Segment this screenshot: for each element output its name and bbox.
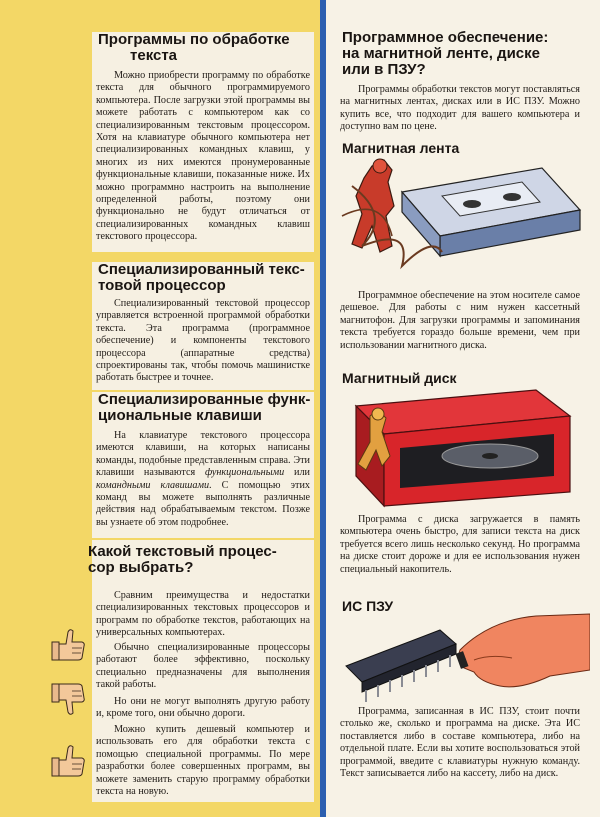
heading-rom-ic: ИС ПЗУ xyxy=(342,598,394,614)
section-dedicated-word-processor xyxy=(92,262,314,390)
text-compare: Сравним преимущества и недостатки специализированных текстовых процессоров и программ по обработке текстов, работающих на универсальных компьютерах. xyxy=(96,590,310,639)
text-word-processing-programs: Можно приобрести программу по обработке текста для обычного программируемого компьютера. После загрузки этой программы вы можете работать с компьютером как со специализированным текстовым процессором. Хотя на клавиатуре обычного компьютера нет специализированных командных клавиш, у многих из них имеются пронумерованные функциональные клавиши, показанные ниже. Их можно программно настроить на выполнение определенной работы, поэтому они функционально не будут отличаться от специализированных командных клавиш текстового процессора. xyxy=(96,70,310,243)
heading-magnetic-disk: Магнитный диск xyxy=(342,370,457,386)
thumb-up-icon-2 xyxy=(48,742,88,780)
cassette-illustration xyxy=(332,156,594,286)
thumb-up-icon xyxy=(48,626,88,664)
heading-word-processing-programs: Программы по обработке текста xyxy=(98,31,290,64)
text-software-media: Программы обработки текстов могут поставляться на магнитных лентах, дисках или в ИС ПЗУ. Можно купить все, что подходит для вашего компьютера и доступно вам по цене. xyxy=(340,84,580,133)
heading-magnetic-tape: Магнитная лента xyxy=(342,140,460,156)
text-magnetic-disk: Программа с диска загружается в память компьютера очень быстро, для записи текста на диск требуется всего лишь несколько секунд. Но программа на диске стоит дороже и для ее использования нужен специальный накопитель. xyxy=(340,514,580,575)
thumb-down-icon xyxy=(48,680,88,718)
text-cheap-computer: Можно купить дешевый компьютер и использовать его для обработки текста с помощью специальной программы. По мере разработки более совершенных программ, вы можете заменить старую программу обработки текста на новую. xyxy=(96,724,310,798)
text-pros: Обычно специализированные процессоры работают более эффективно, поскольку специально предназначены для выполнения такой работы. xyxy=(96,642,310,691)
text-function-keys: На клавиатуре текстового процессора имеются клавиши, на которых написаны команды, подобные представленным справа. Эти клавиши называются функциональными или командными клавишами. С помощью этих команд вы можете выполнять различные действия над обрабатываемым текстом. Позже вы узнаете об этом подробнее. xyxy=(96,430,310,528)
text-cons: Но они не могут выполнять другую работу и, кроме того, они обычно дороги. xyxy=(96,696,310,720)
section-word-processing-programs xyxy=(92,32,314,252)
section-which-processor xyxy=(88,540,314,802)
rom-chip-illustration xyxy=(340,610,590,706)
heading-dedicated-word-processor: Специализированный текс- товой процессор xyxy=(98,261,305,294)
disk-drive-illustration xyxy=(340,376,580,510)
heading-function-keys: Специализированные функ- циональные клавиши xyxy=(98,391,311,424)
text-dedicated-word-processor: Специализированный текстовой процессор управляется встроенной программой обработки текста. Эта программа (программное обеспечение) и компоненты текстового процессора (аппаратные средства) спроектированы так, чтобы помочь машинистке работать быстрее и точнее. xyxy=(96,298,310,384)
right-column xyxy=(326,0,600,817)
section-function-keys xyxy=(92,392,314,538)
text-magnetic-tape: Программное обеспечение на этом носителе самое дешевое. Для работы с ним нужен кассетный магнитофон. Для загрузки программы и запоминания текста требуется гораздо больше времени, чем при использовании магнитного диска. xyxy=(340,290,580,351)
heading-which-processor: Какой текстовый процес- сор выбрать? xyxy=(88,543,277,576)
heading-software-media: Программное обеспечение: на магнитной ленте, диске или в ПЗУ? xyxy=(342,29,549,78)
text-rom-ic: Программа, записанная в ИС ПЗУ, стоит почти столько же, сколько и программа на диске. Эта ИС поставляется либо в составе компьютера, либо на отдельной плате. Если вы хотите воспользоваться этой программой, введите с клавиатуры нужную команду. Текст записывается либо на кассету, либо на диск. xyxy=(340,706,580,780)
